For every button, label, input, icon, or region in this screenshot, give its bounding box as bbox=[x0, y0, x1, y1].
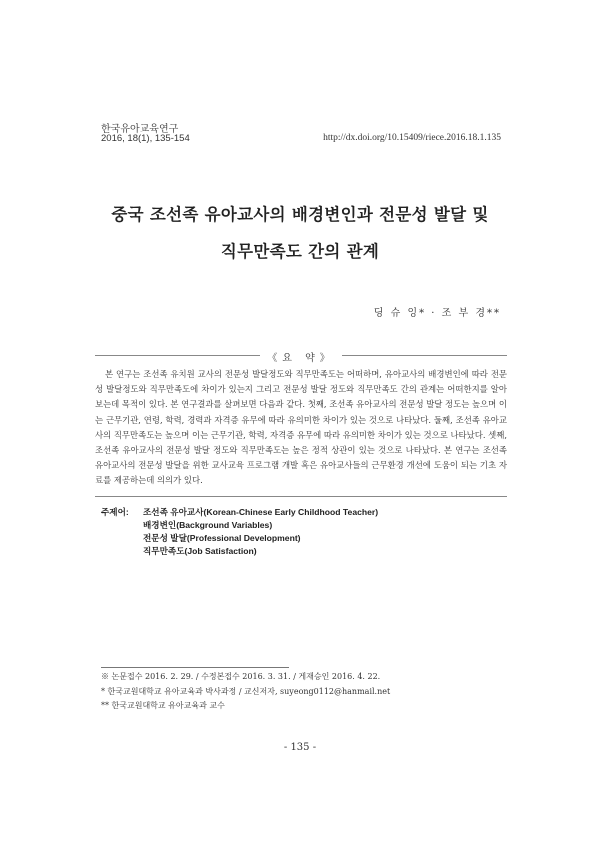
footnote-dates: ※ 논문접수 2016. 2. 29. / 수정본접수 2016. 3. 31. / 게재승인 2016. 4. 22. bbox=[101, 672, 381, 681]
keyword: 전문성 발달(Professional Development) bbox=[143, 533, 301, 543]
keyword: 배경변인(Background Variables) bbox=[143, 520, 273, 530]
keywords-label: 주제어: bbox=[101, 507, 129, 517]
abstract-header-rule bbox=[95, 350, 507, 364]
footnote-divider bbox=[101, 667, 289, 668]
paper-title-line-1: 중국 조선족 유아교사의 배경변인과 전문성 발달 및 bbox=[111, 205, 489, 224]
footnote-author-1: * 한국교원대학교 유아교육과 박사과정 / 교신저자, suyeong0112@hanmail.net bbox=[101, 687, 391, 696]
paper-title-line-2: 직무만족도 간의 관계 bbox=[220, 242, 380, 261]
doi-link[interactable]: http://dx.doi.org/10.15409/riece.2016.18.1.135 bbox=[323, 133, 501, 143]
divider bbox=[342, 355, 507, 356]
authors: 딩 슈 잉* · 조 부 경** bbox=[373, 308, 501, 319]
page-number: - 135 - bbox=[283, 742, 317, 753]
abstract-bottom-rule bbox=[95, 496, 507, 497]
abstract bbox=[95, 350, 507, 497]
journal-issue: 2016, 18(1), 135-154 bbox=[101, 133, 190, 144]
keyword: 직무만족도(Job Satisfaction) bbox=[143, 546, 257, 556]
footnote-author-2: ** 한국교원대학교 유아교육과 교수 bbox=[101, 701, 225, 710]
abstract-body: 본 연구는 조선족 유치원 교사의 전문성 발달정도와 직무만족도는 어떠하며, 유아교사의 배경변인에 따라 전문성 발달정도와 직무만족도에 차이가 있는지 그리고 전문성 발달 정도와 직무만족도 간의 관계는 어떠한지를 알아보는데 목적이 있다. 본 연구결과를 살펴보면 다음과 같다. 첫째, 조선족 유아교사의 전문성 발달 정도는 높으며 이는 근무기관, 연령, 학력, 경력과 자격증 유무에 따라 유의미한 차이가 있는 것으로 나타났다. 둘째, 조선족 유아교사의 직무만족도는 높으며 이는 근무기관, 학력, 자격증 유무에 따라 유의미한 차이가 있는 것으로 나타났다. 셋째, 조선족 유아교사의 전문성 발달 정도와 직무만족도는 높은 정적 상관이 있는 것으로 나타났다. 본 연구는 조선족 유아교사의 전문성 발달을 위한 교사교육 프로그램 개발 혹은 유아교사들의 근무환경 개선에 도움이 되는 기초 자료를 제공하는데 의의가 있다. bbox=[95, 369, 507, 486]
abstract-heading: 《요 약》 bbox=[267, 353, 335, 364]
journal-name: 한국유아교육연구 bbox=[101, 124, 179, 135]
keyword: 조선족 유아교사(Korean-Chinese Early Childhood Teacher) bbox=[143, 507, 379, 517]
